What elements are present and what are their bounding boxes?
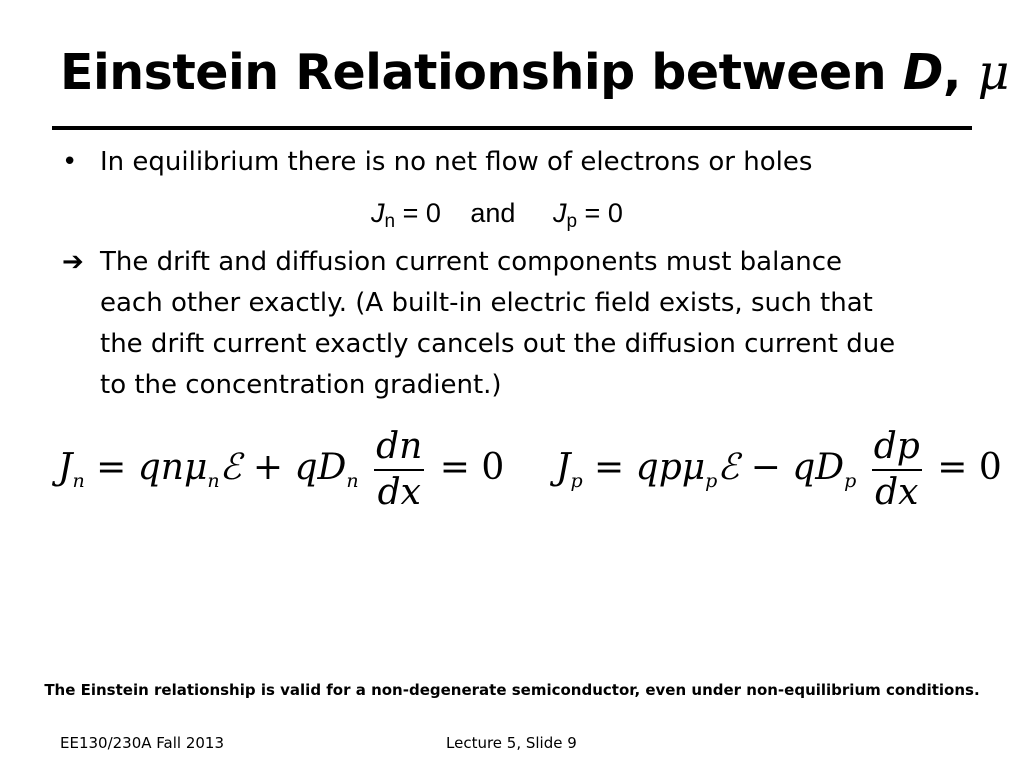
paragraph-line-1 [62,242,962,283]
jn-subscript: n [384,211,396,232]
eq-n-qd: qD [294,447,347,488]
eq-p-equals-2: = [925,447,979,488]
eq-n-denominator: dx [377,472,421,513]
eq-n-field: ℰ [219,447,242,488]
eq-p-field: ℰ [717,447,740,488]
jn-symbol: J [371,198,385,228]
title-comma: , [942,44,978,101]
balance-paragraph [62,242,962,406]
eq-p-denominator: dx [875,472,919,513]
eq-n-j-sub: n [72,470,85,492]
jn-value: = 0 [395,198,441,228]
equilibrium-currents [371,198,623,233]
eq-n-equals: = [84,447,138,488]
slide-title [60,44,1009,101]
arrow-right-icon: ➔ [62,247,84,277]
eq-p-numerator: dp [872,425,922,471]
bullet-item [62,147,812,177]
eq-p-mu-sub: p [705,470,718,492]
eq-p-j: J [556,447,571,488]
paragraph-line-4: to the concentration gradient.) [100,370,502,400]
bullet-icon: • [62,147,78,177]
eq-p-zero: 0 [978,447,1002,488]
eq-n-qn: qn [137,447,184,488]
electron-current-equation [58,425,504,515]
eq-p-d-sub: p [844,470,857,492]
eq-p-equals: = [582,447,636,488]
eq-p-qd: qD [792,447,845,488]
eq-n-mu: μ [183,447,208,488]
eq-p-qp: qp [635,447,682,488]
einstein-validity-note: The Einstein relationship is valid for a non-degenerate semiconductor, even under non-equilibrium conditions. [44,681,980,699]
title-var-d: D [902,44,943,101]
hole-current-equation [556,425,1002,515]
eq-n-derivative [374,425,424,515]
eq-p-minus: − [739,447,793,488]
and-text: and [470,198,516,228]
title-text: Einstein Relationship between [60,44,903,101]
footer-course: EE130/230A Fall 2013 [60,734,225,752]
title-var-mu: μ [977,44,1009,101]
footer-slide-number: Lecture 5, Slide 9 [446,734,577,752]
eq-n-mu-sub: n [207,470,220,492]
eq-p-derivative [872,425,922,515]
eq-p-mu: μ [681,447,706,488]
paragraph-line-2: each other exactly. (A built-in electric field exists, such that [100,288,873,318]
bullet-text: In equilibrium there is no net flow of electrons or holes [100,147,813,177]
eq-p-j-sub: p [570,470,583,492]
eq-n-numerator: dn [374,425,424,471]
eq-n-zero: 0 [481,447,505,488]
jp-value: = 0 [577,198,623,228]
eq-n-plus: + [241,447,295,488]
title-divider [52,126,972,130]
eq-n-equals-2: = [428,447,482,488]
eq-n-d-sub: n [346,470,359,492]
jp-subscript: p [566,211,578,232]
paragraph-line-3: the drift current exactly cancels out the diffusion current due [100,329,896,359]
eq-n-j: J [58,447,73,488]
paragraph-text-1: The drift and diffusion current components must balance [100,247,843,277]
jp-symbol: J [552,198,567,228]
